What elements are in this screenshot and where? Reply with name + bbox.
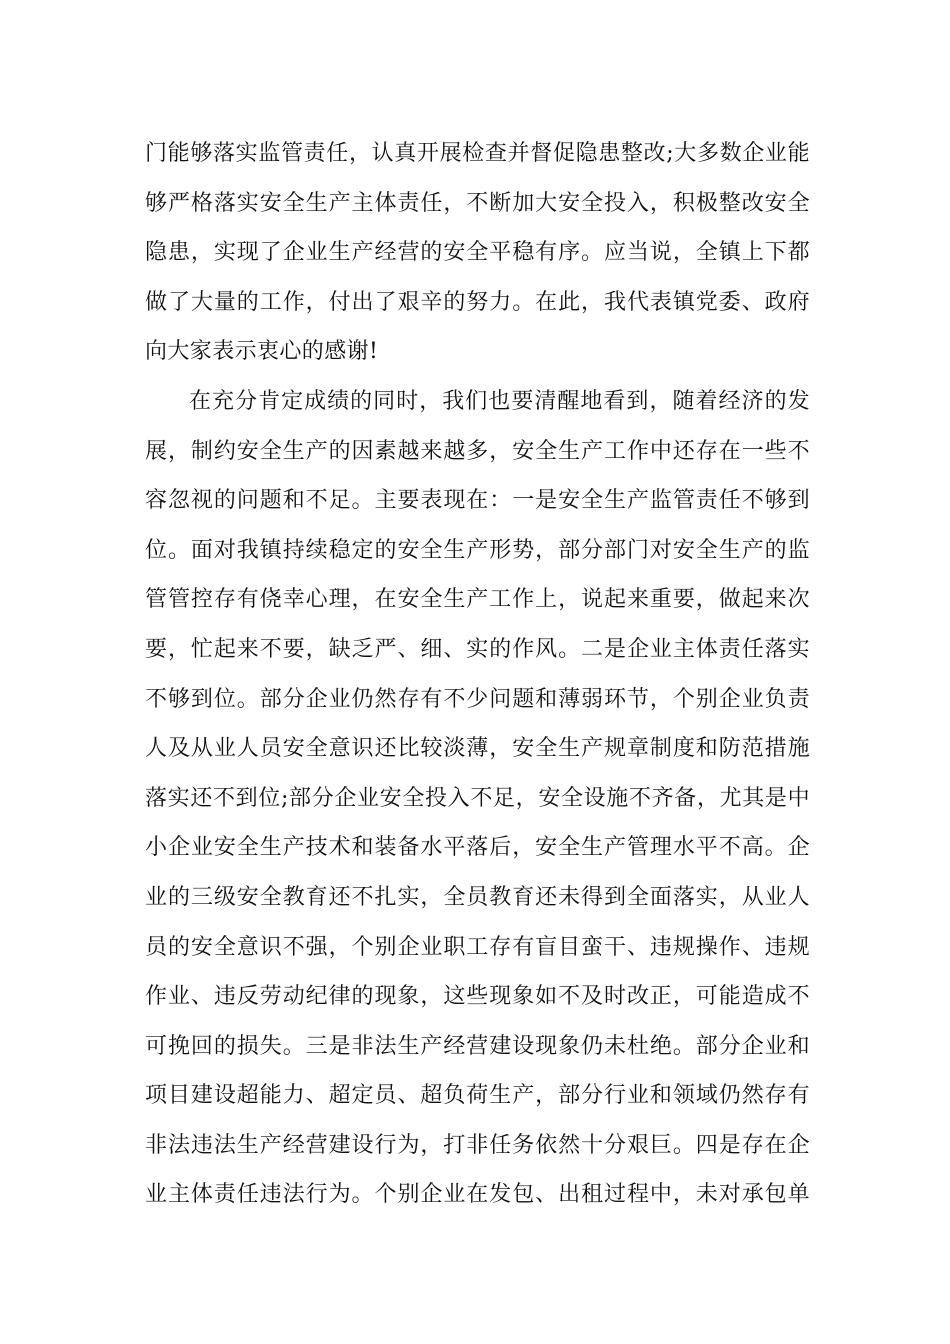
- text-line: 位。面对我镇持续稳定的安全生产形势，部分部门对安全生产的监: [145, 537, 810, 563]
- paragraph-1: [145, 129, 810, 377]
- document-body: [145, 129, 810, 1220]
- text-line: 项目建设超能力、超定员、超负荷生产，部分行业和领域仍然存有: [145, 1083, 810, 1109]
- text-line: 员的安全意识不强，个别企业职工存有盲目蛮干、违规操作、违规: [145, 934, 810, 960]
- text-line: 门能够落实监管责任，认真开展检查并督促隐患整改;大多数企业能: [145, 141, 810, 166]
- text-line: 落实还不到位;部分企业安全投入不足，安全设施不齐备，尤其是中: [145, 785, 810, 811]
- text-line: 要，忙起来不要，缺乏严、细、实的作风。二是企业主体责任落实: [145, 636, 810, 662]
- text-line: 作业、违反劳动纪律的现象，这些现象如不及时改正，可能造成不: [145, 984, 810, 1010]
- text-line: 管管控存有侥幸心理，在安全生产工作上，说起来重要，做起来次: [145, 587, 810, 613]
- text-line: 展，制约安全生产的因素越来越多，安全生产工作中还存在一些不: [145, 438, 810, 464]
- text-line: 容忽视的问题和不足。主要表现在：一是安全生产监管责任不够到: [145, 488, 810, 514]
- text-line: 小企业安全生产技术和装备水平落后，安全生产管理水平不高。企: [145, 835, 810, 861]
- text-line: 不够到位。部分企业仍然存有不少问题和薄弱环节，个别企业负责: [145, 686, 810, 712]
- text-line: 在充分肯定成绩的同时，我们也要清醒地看到，随着经济的发: [189, 388, 810, 414]
- text-line: 可挽回的损失。三是非法生产经营建设现象仍未杜绝。部分企业和: [145, 1033, 810, 1059]
- text-line: 非法违法生产经营建设行为，打非任务依然十分艰巨。四是存在企: [145, 1132, 810, 1158]
- text-line: 向大家表示衷心的感谢!: [145, 339, 379, 365]
- text-line: 隐患，实现了企业生产经营的安全平稳有序。应当说，全镇上下都: [145, 240, 810, 266]
- paragraph-2: [145, 377, 810, 1220]
- text-line: 人及从业人员安全意识还比较淡薄，安全生产规章制度和防范措施: [145, 736, 810, 762]
- text-line: 业的三级安全教育还不扎实，全员教育还未得到全面落实，从业人: [145, 884, 810, 910]
- text-line: 够严格落实安全生产主体责任，不断加大安全投入，积极整改安全: [145, 190, 810, 216]
- text-line: 做了大量的工作，付出了艰辛的努力。在此，我代表镇党委、政府: [145, 289, 810, 315]
- text-line: 业主体责任违法行为。个别企业在发包、出租过程中，未对承包单: [145, 1182, 810, 1208]
